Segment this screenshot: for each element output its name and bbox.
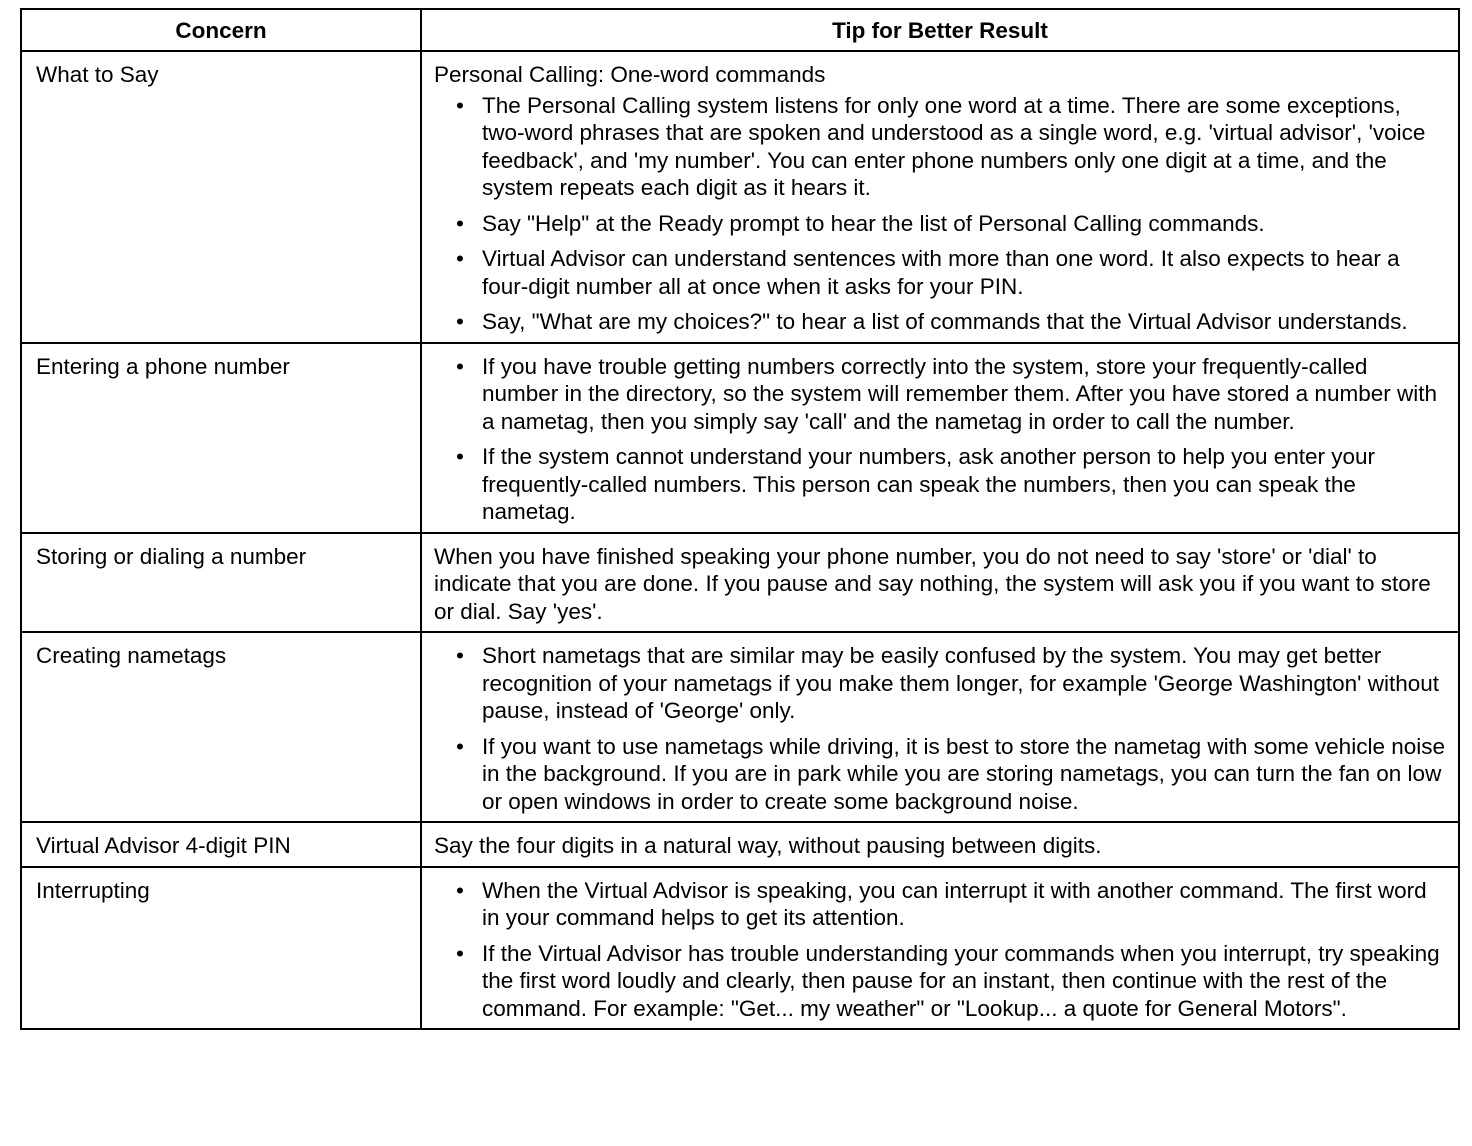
tip-bullet: • Say, "What are my choices?" to hear a list of commands that the Virtual Advisor understands. [482, 308, 1448, 336]
tip-cell [421, 822, 1459, 867]
tip-text: When you have finished speaking your phone number, you do not need to say 'store' or 'dial' to indicate that you are done. If you pause and say nothing, the system will ask you if you want to store or dial. Say 'yes'. [434, 543, 1431, 624]
tip-cell [421, 51, 1459, 343]
tip-header: Tip for Better Result [421, 9, 1459, 51]
tip-bullet-list [434, 92, 1448, 336]
tip-bullet: • If you want to use nametags while driving, it is best to store the nametag with some vehicle noise in the background. If you are in park while you are storing nametags, you can turn the fan on low or open windows in order to create some background noise. [482, 733, 1448, 816]
tip-bullet: • The Personal Calling system listens for only one word at a time. There are some exceptions, two-word phrases that are spoken and understood as a single word, e.g. 'virtual advisor', 'voice feedback', and 'my number'. You can enter phone numbers only one digit at a time, and the system repeats each digit as it hears it. [482, 92, 1448, 202]
table-row [21, 51, 1459, 343]
tip-bullet: • Virtual Advisor can understand sentences with more than one word. It also expects to hear a four-digit number all at once when it asks for your PIN. [482, 245, 1448, 300]
tip-cell [421, 343, 1459, 533]
tip-intro: Personal Calling: One-word commands [434, 62, 826, 87]
tip-bullet: • If you have trouble getting numbers correctly into the system, store your frequently-called number in the directory, so the system will remember them. After you have stored a number with a nametag, then you simply say 'call' and the nametag in order to call the number. [482, 353, 1448, 436]
tip-bullet-list [434, 353, 1448, 526]
tip-bullet: • If the Virtual Advisor has trouble understanding your commands when you interrupt, try speaking the first word loudly and clearly, then pause for an instant, then continue with the rest of the command. For example: "Get... my weather" or "Lookup... a quote for General Motors". [482, 940, 1448, 1023]
concern-cell: Virtual Advisor 4-digit PIN [21, 822, 421, 867]
tip-cell [421, 533, 1459, 633]
concern-cell: What to Say [21, 51, 421, 343]
concern-cell: Storing or dialing a number [21, 533, 421, 633]
tip-cell [421, 867, 1459, 1030]
table-row [21, 867, 1459, 1030]
table-row [21, 822, 1459, 867]
table-row [21, 533, 1459, 633]
tip-bullet-list [434, 642, 1448, 815]
concern-cell: Entering a phone number [21, 343, 421, 533]
tip-bullet: • When the Virtual Advisor is speaking, you can interrupt it with another command. The first word in your command helps to get its attention. [482, 877, 1448, 932]
table-row [21, 343, 1459, 533]
concern-cell: Interrupting [21, 867, 421, 1030]
tip-text: Say the four digits in a natural way, without pausing between digits. [434, 833, 1102, 858]
tip-bullet: • Short nametags that are similar may be easily confused by the system. You may get better recognition of your nametags if you make them longer, for example 'George Washington' without pause, instead of 'George' only. [482, 642, 1448, 725]
concern-header: Concern [21, 9, 421, 51]
table-row [21, 632, 1459, 822]
tips-table [20, 8, 1460, 1030]
header-row [21, 9, 1459, 51]
tip-cell [421, 632, 1459, 822]
tip-bullet: • Say "Help" at the Ready prompt to hear the list of Personal Calling commands. [482, 210, 1448, 238]
tip-bullet-list [434, 877, 1448, 1023]
concern-cell: Creating nametags [21, 632, 421, 822]
tip-bullet: • If the system cannot understand your numbers, ask another person to help you enter your frequently-called numbers. This person can speak the numbers, then you can speak the nametag. [482, 443, 1448, 526]
